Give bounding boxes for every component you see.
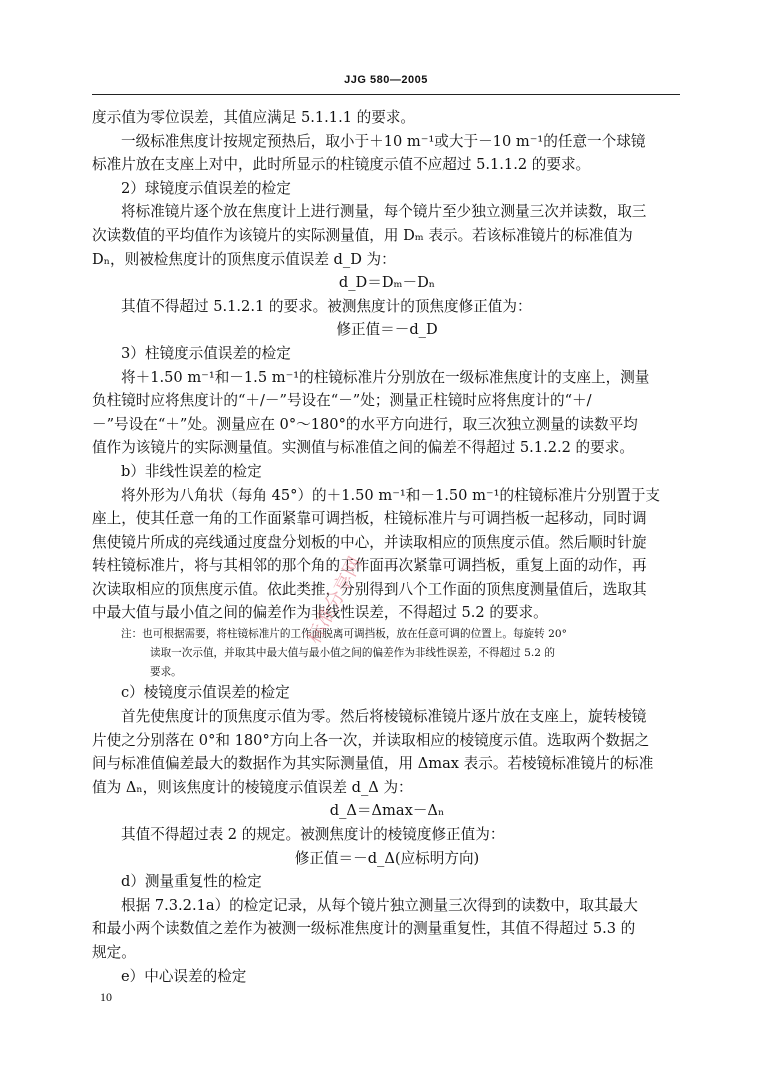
text-line: 2）球镜度示值误差的检定 — [121, 179, 291, 197]
note-line: 注：也可根据需要，将柱镜标准片的工作面脱离可调挡板，放在任意可调的位置上。每旋转 20° — [121, 628, 567, 641]
text-line: 度示值为零位误差，其值应满足 5.1.1.1 的要求。 — [92, 109, 416, 126]
watermark-text: 标准分享网 — [302, 553, 368, 648]
note-line: 要求。 — [150, 665, 182, 678]
text-line: 其值不得超过 5.1.2.1 的要求。被测焦度计的顶焦度修正值为： — [121, 297, 532, 315]
text-line: 次读取相应的顶焦度示值。依此类推，分别得到八个工作面的顶焦度测量值后，选取其 — [92, 580, 647, 598]
text-line: d）测量重复性的检定 — [121, 873, 262, 891]
paragraph-block-2 — [92, 681, 682, 988]
text-line: 将外形为八角状（每角 45°）的＋1.50 m⁻¹和－1.50 m⁻¹的柱镜标准片分别置于支 — [121, 486, 660, 504]
text-line: 间与标准值偏差最大的数据作为其实际测量值，用 Δmax 表示。若棱镜标准镜片的标准 — [92, 755, 654, 773]
text-line: －”号设在“＋”处。测量应在 0°～180°的水平方向进行，取三次独立测量的读数平均 — [92, 415, 638, 433]
paragraph-block-1 — [92, 106, 682, 625]
text-line: 中最大值与最小值之间的偏差作为非线性误差，不得超过 5.2 的要求。 — [92, 604, 548, 622]
text-line: 焦使镜片所成的亮线通过度盘分划板的中心，并读取相应的顶焦度示值。然后顺时针旋 — [92, 533, 647, 551]
page-number: 10 — [100, 990, 112, 1004]
text-line: 3）柱镜度示值误差的检定 — [121, 344, 291, 362]
text-line: 座上，使其任意一角的工作面紧靠可调挡板，柱镜标准片与可调挡板一起移动，同时调 — [92, 510, 647, 528]
body-text — [92, 106, 682, 988]
text-line: e）中心误差的检定 — [121, 967, 247, 985]
text-line: 其值不得超过表 2 的规定。被测焦度计的棱镜度修正值为： — [121, 826, 505, 844]
text-line: b）非线性误差的检定 — [121, 462, 262, 480]
text-line: 次读数值的平均值作为该镜片的实际测量值，用 Dₘ 表示。若该标准镜片的标准值为 — [92, 226, 633, 244]
header-rule — [92, 94, 680, 95]
text-line: 规定。 — [92, 943, 136, 961]
text-line: 和最小两个读数值之差作为被测一级标准焦度计的测量重复性，其值不得超过 5.3 的 — [92, 920, 636, 938]
text-line: 将标准镜片逐个放在焦度计上进行测量，每个镜片至少独立测量三次并读数，取三 — [121, 203, 647, 221]
formula-line: 修正值＝－d_D — [336, 321, 438, 339]
formula-line: 修正值＝－d_Δ(应标明方向) — [294, 849, 480, 867]
text-line: 一级标准焦度计按规定预热后，取小于＋10 m⁻¹或大于－10 m⁻¹的任意一个球镜 — [121, 132, 646, 150]
formula-line: d_D＝Dₘ－Dₙ — [338, 274, 436, 292]
text-line: Dₙ，则被检焦度计的顶焦度示值误差 d_D 为： — [92, 250, 396, 268]
text-line: 转柱镜标准片，将与其相邻的那个角的工作面再次紧靠可调挡板，重复上面的动作，再 — [92, 557, 647, 575]
formula-line: d_Δ＝Δmax－Δₙ — [329, 802, 445, 820]
text-line: 根据 7.3.2.1a）的检定记录，从每个镜片独立测量三次得到的读数中，取其最大 — [121, 896, 638, 914]
text-line: 标准片放在支座上对中，此时所显示的柱镜度示值不应超过 5.1.1.2 的要求。 — [92, 156, 591, 174]
text-line: 值作为该镜片的实际测量值。实测值与标准值之间的偏差不得超过 5.1.2.2 的要求。 — [92, 439, 634, 457]
note-line: 读取一次示值，并取其中最大值与最小值之间的偏差作为非线性误差，不得超过 5.2 的 — [150, 646, 555, 659]
text-line: 片使之分别落在 0°和 180°方向上各一次，并读取相应的棱镜度示值。选取两个数据之 — [92, 731, 650, 749]
text-line: c）棱镜度示值误差的检定 — [121, 684, 290, 702]
note-block — [92, 625, 682, 681]
text-line: 首先使焦度计的顶焦度示值为零。然后将棱镜标准镜片逐片放在支座上，旋转棱镜 — [121, 708, 647, 726]
text-line: 值为 Δₙ，则该焦度计的棱镜度示值误差 d_Δ 为： — [92, 778, 413, 796]
text-line: 将＋1.50 m⁻¹和－1.5 m⁻¹的柱镜标准片分别放在一级标准焦度计的支座上，测量 — [121, 368, 650, 386]
page-header: JJG 580—2005 — [344, 74, 428, 86]
text-line: 负柱镜时应将焦度计的“＋/－”号设在“－”处；测量正柱镜时应将焦度计的“＋/ — [92, 392, 592, 410]
